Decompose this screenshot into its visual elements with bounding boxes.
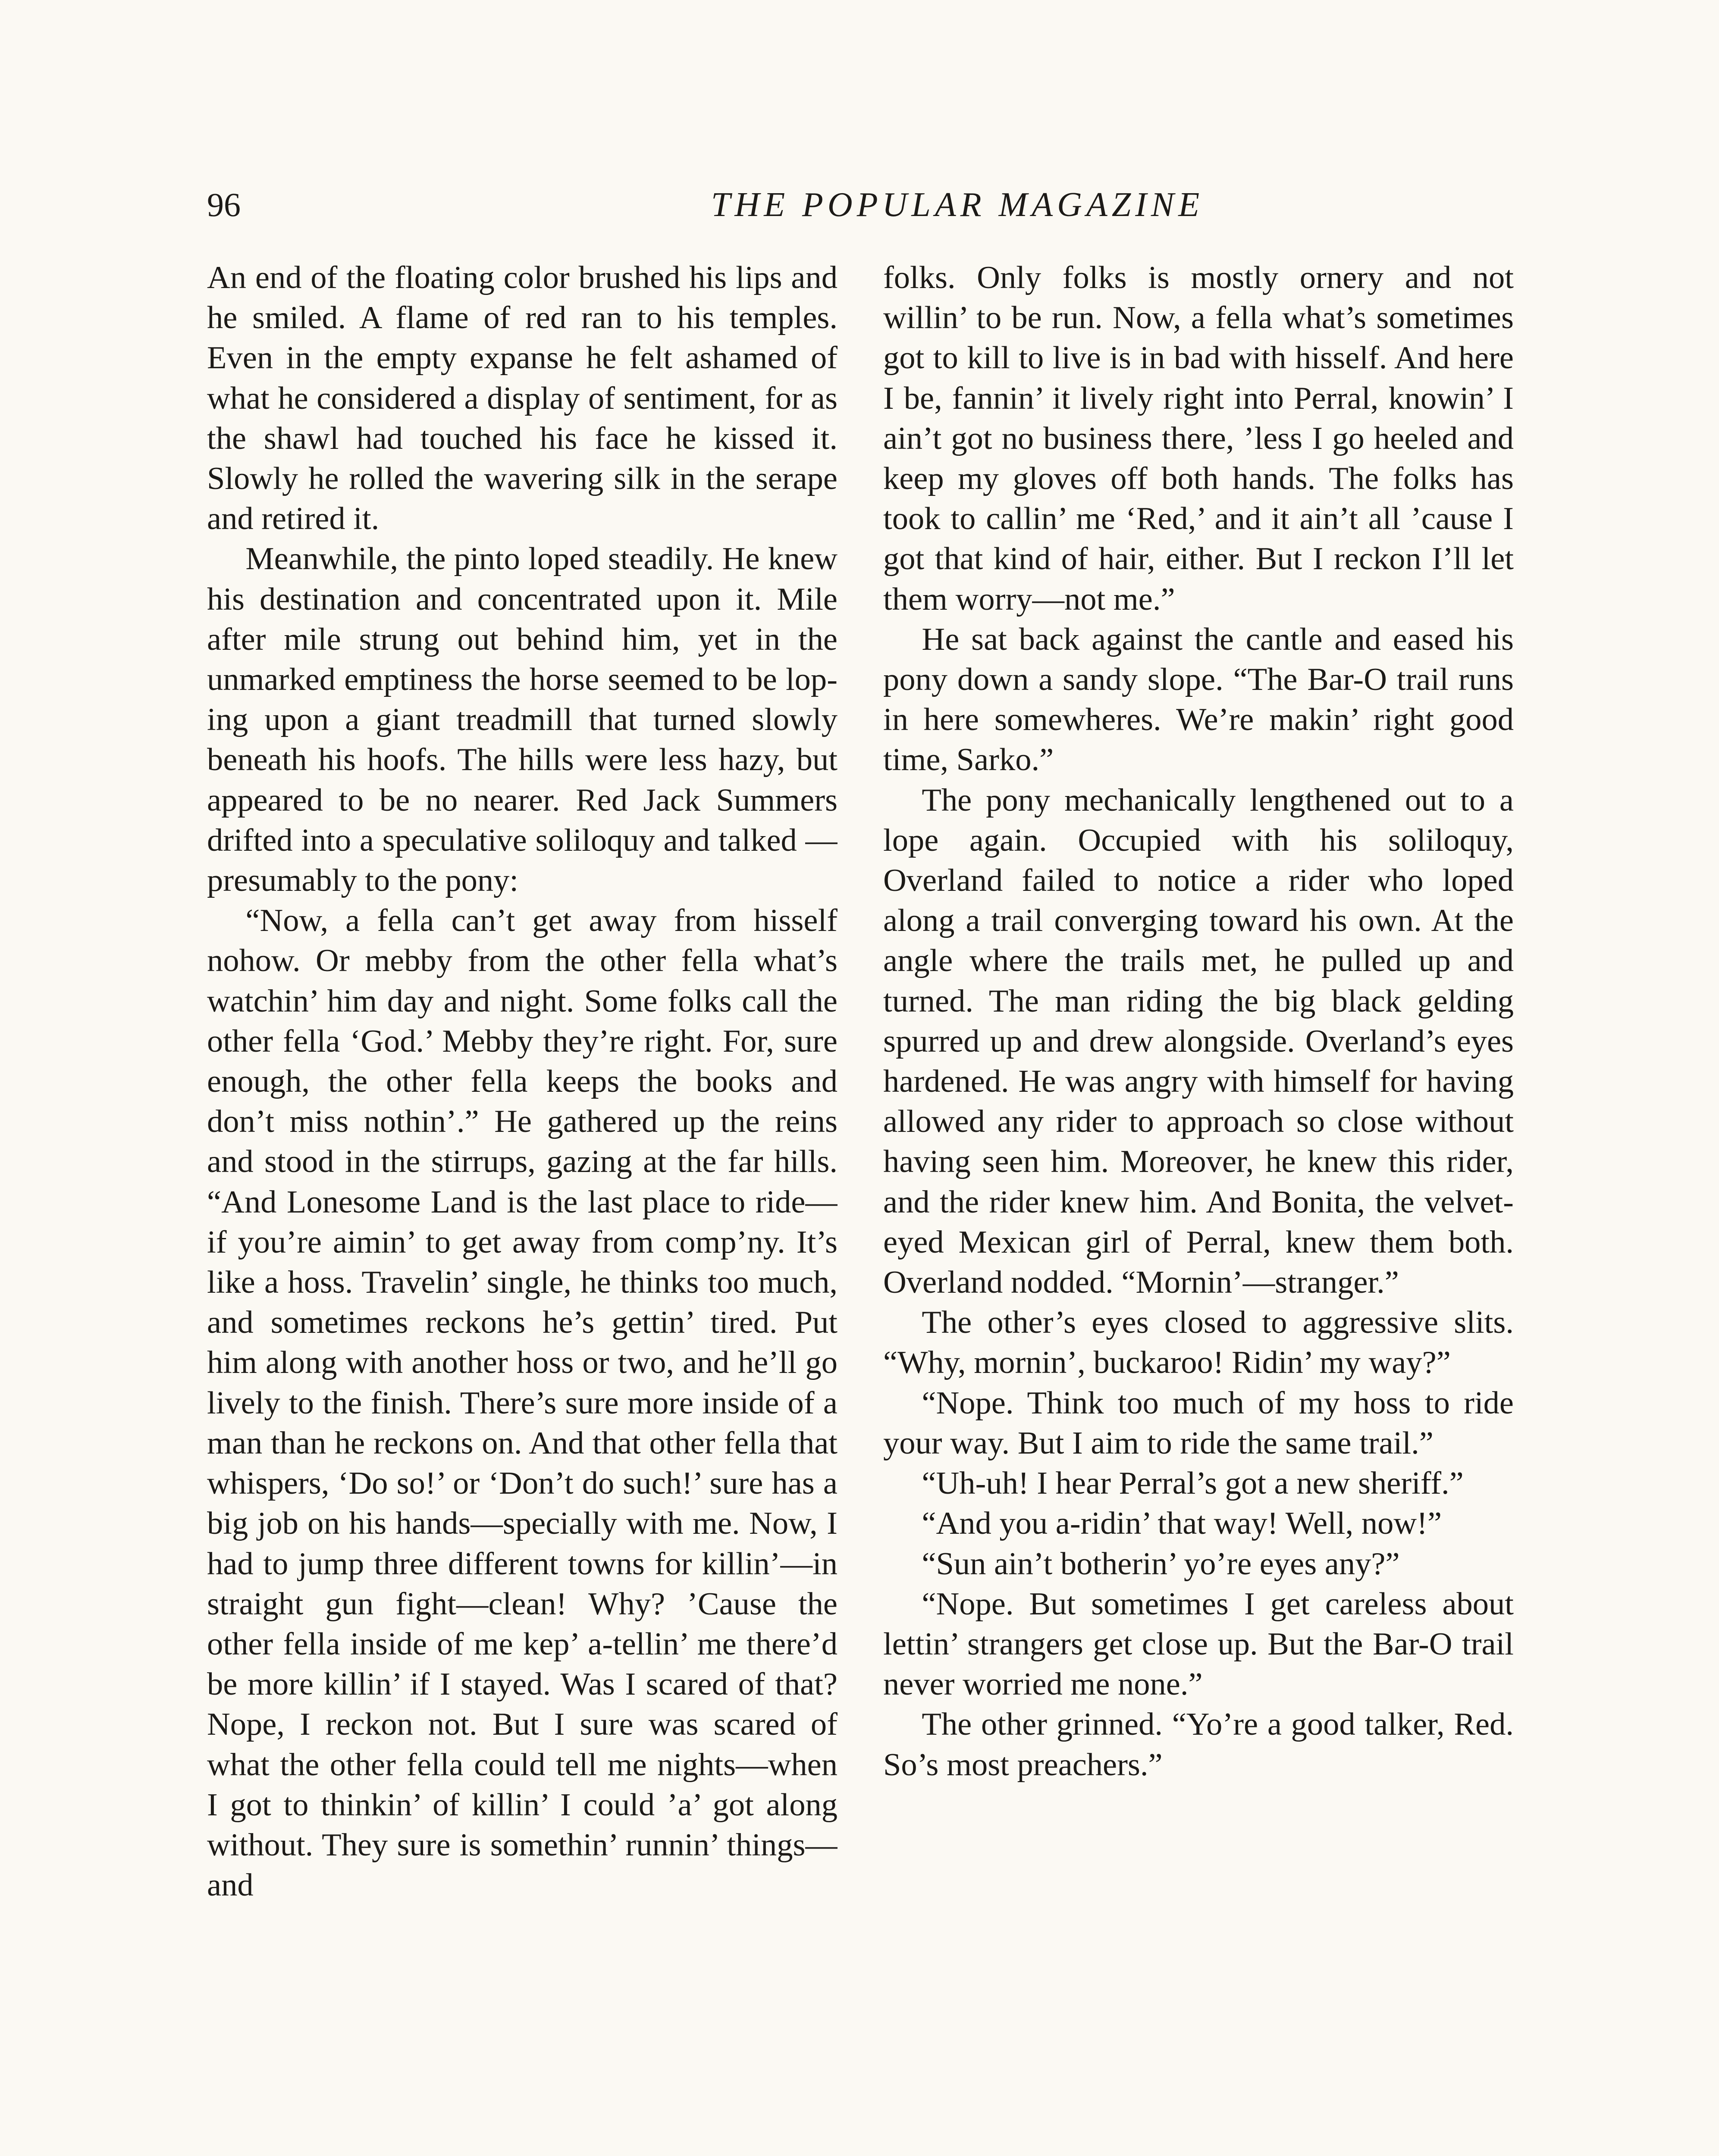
left-column (207, 258, 838, 2156)
paragraph: “Nope. But sometimes I get careless about lettin’ strangers get close up. But the Bar-O trail never worried me none.” (883, 1586, 1514, 1702)
paragraph: The other’s eyes closed to aggressive slits. “Why, mornin’, buckaroo! Ridin’ my way?” (883, 1305, 1514, 1381)
paragraph: “Sun ain’t botherin’ yo’re eyes any?” (922, 1546, 1400, 1582)
page-header (207, 181, 1492, 233)
paragraph: He sat back against the cantle and eased his pony down a sandy slope. “The Bar-O trail runs in here somewheres. We’re makin’ right good time, Sarko.” (883, 621, 1514, 778)
paragraph: “And you a-ridin’ that way! Well, now!” (922, 1506, 1442, 1542)
paragraph: The other grinned. “Yo’re a good talker, Red. So’s most preachers.” (883, 1707, 1514, 1783)
paragraph: folks. Only folks is mostly ornery and not willin’ to be run. Now, a fella what’s sometimes got to kill to live is in bad with hisself. And here I be, fannin’ it lively right into Perral, knowin’ I ain’t got no business there, ’less I go heeled and keep my gloves off both hands. The folks has took to callin’ me ‘Red,’ and it ain’t all ’cause I got that kind of hair, either. But I reckon I’ll let them worry—not me.” (883, 260, 1514, 617)
paragraph: “Uh-uh! I hear Perral’s got a new sheriff.” (922, 1466, 1464, 1501)
running-title: THE POPULAR MAGAZINE (711, 186, 1204, 224)
page-number: 96 (207, 186, 241, 223)
paragraph: “Now, a fella can’t get away from hisself nohow. Or mebby from the other fella what’s watchin’ him day and night. Some folks call the other fella ‘God.’ Mebby they’re right. For, sure enough, the other fella keeps the books and don’t miss nothin’.” He gathered up the reins and stood in the stirrups, gazing at the far hills. “And Lonesome Land is the last place to ride—if you’re aimin’ to get away from comp’ny. It’s like a hoss. Travelin’ single, he thinks too much, and sometimes reckons he’s gettin’ tired. Put him along with another hoss or two, and he’ll go lively to the finish. There’s sure more inside of a man than he reckons on. And that other fella that whispers, ‘Do so!’ or ‘Don’t do such!’ sure has a big job on his hands—specially with me. Now, I had to jump three different towns for killin’—in straight gun fight—clean! Why? ’Cause the other fella inside of me kep’ a-tellin’ me there’d be more killin’ if I stayed. Was I scared of that? Nope, I reckon not. But I sure was scared of what the other fella could tell me nights—when I got to thinkin’ of killin’ I could ’a’ got along without. They sure is somethin’ runnin’ things—and (207, 903, 838, 1903)
right-column (883, 258, 1514, 2156)
paragraph: The pony mechanically lengthened out to a lope again. Occupied with his soliloquy, Overland failed to notice a rider who loped along a trail converging toward his own. At the angle where the trails met, he pulled up and turned. The man riding the big black gelding spurred up and drew alongside. Overland’s eyes hardened. He was angry with himself for having allowed any rider to approach so close without having seen him. Moreover, he knew this rider, and the rider knew him. And Bonita, the velvet-eyed Mexican girl of Perral, knew them both. Overland nodded. “Mornin’—stranger.” (883, 782, 1514, 1300)
paragraph: Meanwhile, the pinto loped steadily. He knew his destination and concentrated upon it. Mile after mile strung out behind him, yet in the unmarked emptiness the horse seemed to be loping upon a giant treadmill that turned slowly beneath his hoofs. The hills were less hazy, but appeared to be no nearer. Red Jack Summers drifted into a speculative soliloquy and talked —presumably to the pony: (207, 541, 838, 899)
paragraph: An end of the floating color brushed his lips and he smiled. A flame of red ran to his temples. Even in the empty expanse he felt ashamed of what he considered a display of sentiment, for as the shawl had touched his face he kissed it. Slowly he rolled the wavering silk in the serape and retired it. (207, 260, 838, 537)
paragraph: “Nope. Think too much of my hoss to ride your way. But I aim to ride the same trail.” (883, 1385, 1514, 1461)
